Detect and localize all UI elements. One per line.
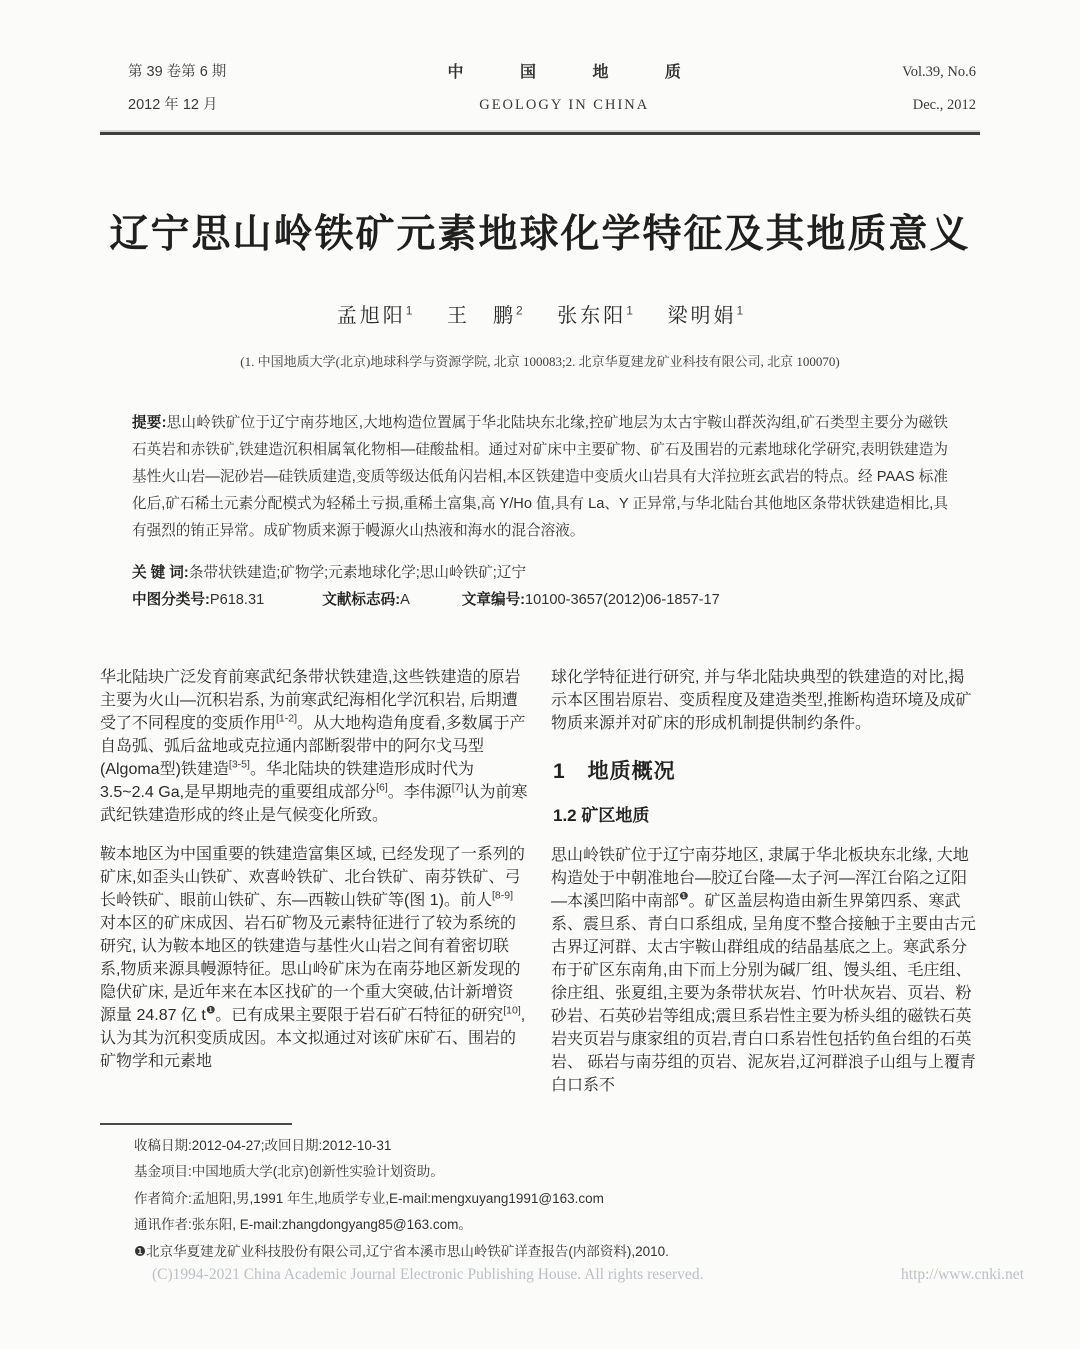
author: 梁明娟$^1$ (667, 303, 744, 327)
author: 孟旭阳$^1$ (336, 303, 413, 327)
footnote-line: 通讯作者:张东阳, E-mail:zhangdongyang85@163.com。 (134, 1217, 472, 1233)
abstract-block (100, 410, 980, 614)
body-paragraph: 思山岭铁矿位于辽宁南芬地区, 隶属于华北板块东北缘, 大地构造处于中朝准地台—胶辽台隆—太子河—浑江台陷之辽阳—本溪凹陷中南部$^❶$。矿区盖层构造由新生界第四系、寒武系、震旦系、青白口系组成, 呈角度不整合接触于主要由古元古界辽河群、太古宇鞍山群组成的结晶基底之上。寒武系分布于矿区东南角,由下而上分别为碱厂组、馒头组、毛庄组、徐庄组、张夏组,主要为条带状灰岩、竹叶状灰岩、页岩、粉砂岩、石英砂岩等组成;震旦系岩性主要为桥头组的磁铁石英岩夹页岩与康家组的页岩,青白口系岩性包括钓鱼台组的石英岩、 砾岩与南芬组的页岩、泥灰岩,辽河群浪子山组与上覆青白口系不 (551, 846, 976, 1094)
volume-number: Vol.39, No.6 (902, 64, 976, 80)
abstract-paragraph (132, 410, 948, 545)
journal-volume-info (902, 56, 980, 122)
clc-item: 中图分类号:P618.31 (132, 591, 265, 608)
doccode-item: 文献标志码:A (322, 591, 410, 608)
keywords-label: 关 键 词: (132, 564, 189, 581)
body-columns (100, 648, 980, 1111)
watermark-url: http://www.cnki.net (901, 1266, 1024, 1283)
issue-number: 第 39 卷第 6 期 (128, 64, 227, 80)
section-heading: 1 地质概况 (553, 759, 676, 783)
journal-header (100, 0, 980, 122)
keywords-text: 条带状铁建造;矿物学;元素地球化学;思山岭铁矿;辽宁 (188, 564, 527, 581)
page-title: 辽宁思山岭铁矿元素地球化学特征及其地质意义 (109, 213, 971, 256)
body-paragraph: 球化学特征进行研究, 并与华北陆块典型的铁建造的对比,揭示本区围岩原岩、变质程度及建造类型,推断构造环境及成矿物质来源并对矿床的形成机制提供制约条件。 (551, 668, 972, 732)
author: 张东阳$^1$ (557, 303, 633, 327)
keywords-line (132, 560, 948, 587)
classification-line (132, 587, 948, 614)
issue-date-en: Dec., 2012 (912, 97, 976, 113)
issue-date-cn: 2012 年 12 月 (128, 97, 218, 113)
body-paragraph: 鞍本地区为中国重要的铁建造富集区域, 已经发现了一系列的矿床,如歪头山铁矿、欢喜岭铁矿、北台铁矿、南芬铁矿、弓长岭铁矿、眼前山铁矿、东—西鞍山铁矿等(图 1)。前人[8-9]对本区的矿床成因、岩石矿物及元素特征进行了较为系统的研究, 认为鞍本地区的铁建造与基性火山岩之间有着密切联系,物质来源具幔源特征。思山岭矿床为在南芬地区新发现的隐伏矿床, 是近年来在本区找矿的一个重大突破,估计新增资源量 24.87 亿 $t^❶$。已有成果主要限于岩石矿石特征的研究[10],认为其为沉积变质成因。本文拟通过对该矿床矿石、围岩的矿物学和元素地 (100, 845, 526, 1070)
affiliation: (1. 中国地质大学(北京)地球科学与资源学院, 北京 100083;2. 北京华夏建龙矿业科技有限公司, 北京 100070) (240, 354, 840, 369)
footnote-line: 基金项目:中国地质大学(北京)创新性实验计划资助。 (134, 1164, 444, 1180)
footnote-lines (100, 1125, 980, 1266)
section-heading: 1.2 矿区地质 (553, 805, 650, 825)
footnote-line: ❶北京华夏建龙矿业科技股份有限公司,辽宁省本溪市思山岭铁矿详查报告(内部资料),2010. (134, 1243, 669, 1259)
footnote-area (100, 1123, 980, 1266)
abstract-label: 提要: (132, 415, 167, 431)
author: 王 鹏$^2$ (447, 303, 523, 327)
journal-issue-info (100, 56, 226, 122)
journal-name-en: GEOLOGY IN CHINA (479, 97, 650, 113)
watermark-copyright: (C)1994-2021 China Academic Journal Electronic Publishing House. All rights reserved. (152, 1266, 704, 1283)
paper-page (100, 0, 980, 1349)
header-divider (100, 132, 980, 135)
abstract-text: 思山岭铁矿位于辽宁南芬地区,大地构造位置属于华北陆块东北缘,控矿地层为太古宇鞍山群茨沟组,矿石类型主要分为磁铁石英岩和赤铁矿,铁建造沉积相属氧化物相—硅酸盐相。通过对矿床中主要矿物、矿石及围岩的元素地球化学研究,表明铁建造为基性火山岩—泥砂岩—硅铁质建造,变质等级达低角闪岩相,本区铁建造中变质火山岩具有大洋拉班玄武岩的特点。经 PAAS 标准化后,矿石稀土元素分配模式为轻稀土亏损,重稀土富集,高 Y/Ho 值,具有 La、Y 正异常,与华北陆台其他地区条带状铁建造相比,具有强烈的铕正异常。成矿物质来源于幔源火山热液和海水的混合溶液。 (132, 415, 948, 539)
journal-name-cn: 中 国 地 质 (447, 64, 707, 81)
body-paragraph: 华北陆块广泛发育前寒武纪条带状铁建造,这些铁建造的原岩主要为火山—沉积岩系, 为前寒武纪海相化学沉积岩, 后期遭受了不同程度的变质作用[1-2]。从大地构造角度看,多数属于产自岛弧、弧后盆地或克拉通内部断裂带中的阿尔戈马型(Algoma型)铁建造[3-5]。华北陆块的铁建造形成时代为 3.5~2.4 Ga,是早期地壳的重要组成部分[6]。李伟源[7]认为前寒武纪铁建造形成的终止是气候变化所致。 (100, 668, 528, 824)
footnote-line: 收稿日期:2012-04-27;改回日期:2012-10-31 (134, 1137, 392, 1153)
author-list (100, 299, 980, 328)
body-column-left (100, 648, 529, 1111)
journal-name (422, 56, 707, 122)
footnote-line: 作者简介:孟旭阳,男,1991 年生,地质学专业,E-mail:mengxuyang1991@163.com (134, 1190, 604, 1206)
body-column-right (551, 648, 980, 1111)
articleno-item: 文章编号:10100-3657(2012)06-1857-17 (461, 591, 720, 608)
